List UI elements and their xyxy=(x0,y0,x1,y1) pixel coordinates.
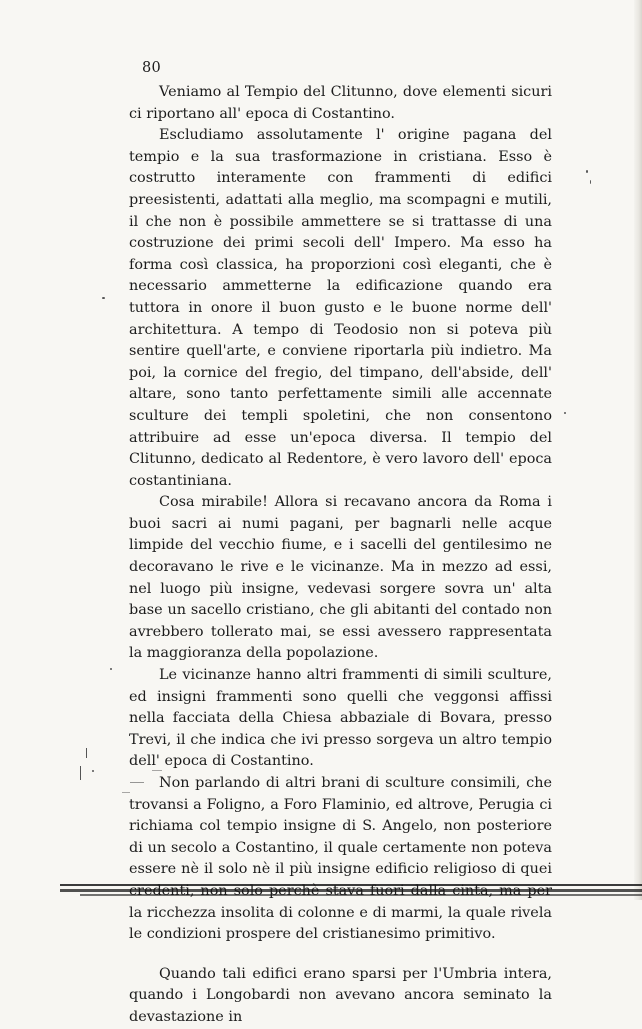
paragraph-1: Veniamo al Tempio del Clitunno, dove elementi sicuri ci riportano all' epoca di Costantino. xyxy=(129,84,552,122)
scan-edge-line xyxy=(80,894,642,896)
scan-speck xyxy=(590,180,591,184)
page-number: 80 xyxy=(142,60,162,76)
scan-speck xyxy=(86,748,87,758)
scan-speck xyxy=(130,782,144,783)
paragraph-3: Cosa mirabile! Allora si recavano ancora da Roma i buoi sacri ai numi pagani, per bagnarli nelle acque limpide del vecchio fiume, e i sacelli del gentilesimo ne decoravano le rive e le vicinanze. Ma in mezzo ad essi, nel luogo più insigne, vedevasi sorgere sovra un' alta base un sacello cristiano, che gli abitanti del contado non avrebbero tollerato mai, se essi avessero rappresentata la maggioranza della popolazione. xyxy=(129,494,552,662)
paragraph-5: Non parlando di altri brani di sculture consimili, che trovansi a Foligno, a Foro Flaminio, ed altrove, Perugia ci richiama col tempio insigne di S. Angelo, non posteriore di un secolo a Costantino, il quale certamente non poteva essere nè il solo nè il più insigne edificio religioso di quei la ricchezza insolita di colonne e di marmi, la quale rivela le condizioni prospere del cristianesimo primitivo. xyxy=(129,775,552,943)
paragraph-4: Le vicinanze hanno altri frammenti di simili sculture, ed insigni frammenti sono quelli che veggonsi affissi nella facciata della Chiesa abbaziale di Bovara, presso Trevi, il che indica che ivi presso sorgeva un altro tempio dell' epoca di Costantino. xyxy=(129,667,552,770)
scan-speck xyxy=(586,170,588,173)
scan-edge-line xyxy=(60,884,642,886)
body-text xyxy=(129,82,552,1029)
scan-speck xyxy=(110,668,112,670)
scan-edge-line xyxy=(60,889,642,892)
paragraph-6: Quando tali edifici erano sparsi per l'Umbria intera, quando i Longobardi non avevano ancora seminato la devastazione in xyxy=(129,965,552,1025)
scan-speck xyxy=(80,766,81,780)
scan-speck xyxy=(102,297,105,299)
scan-speck xyxy=(564,412,566,414)
scan-speck xyxy=(92,770,94,772)
page-edge-shadow xyxy=(634,0,642,900)
scan-speck xyxy=(152,770,162,771)
scan-speck xyxy=(122,792,130,793)
paragraph-2: Escludiamo assolutamente l' origine pagana del tempio e la sua trasformazione in cristiana. Esso è costrutto interamente con frammenti di edifici preesistenti, adattati alla meglio, ma scompagni e mutili, il che non è possibile ammettere se si trattasse di una costruzione dei primi secoli dell' Impero. Ma esso ha forma così classica, ha proporzioni così eleganti, che è necessario ammetterne la edificazione quando era tuttora in onore il buon gusto e le buone norme dell' architettura. A tempo di Teodosio non si poteva più sentire quell'arte, e conviene riportarla più indietro. Ma poi, la cornice del fregio, del timpano, dell'abside, dell' altare, sono tanto perfettamente simili alle accennate sculture dei templi spoletini, che non consentono attribuire ad esse un'epoca diversa. Il tempio del Clitunno, dedicato al Redentore, è vero lavoro dell' epoca costantiniana. xyxy=(129,127,552,489)
